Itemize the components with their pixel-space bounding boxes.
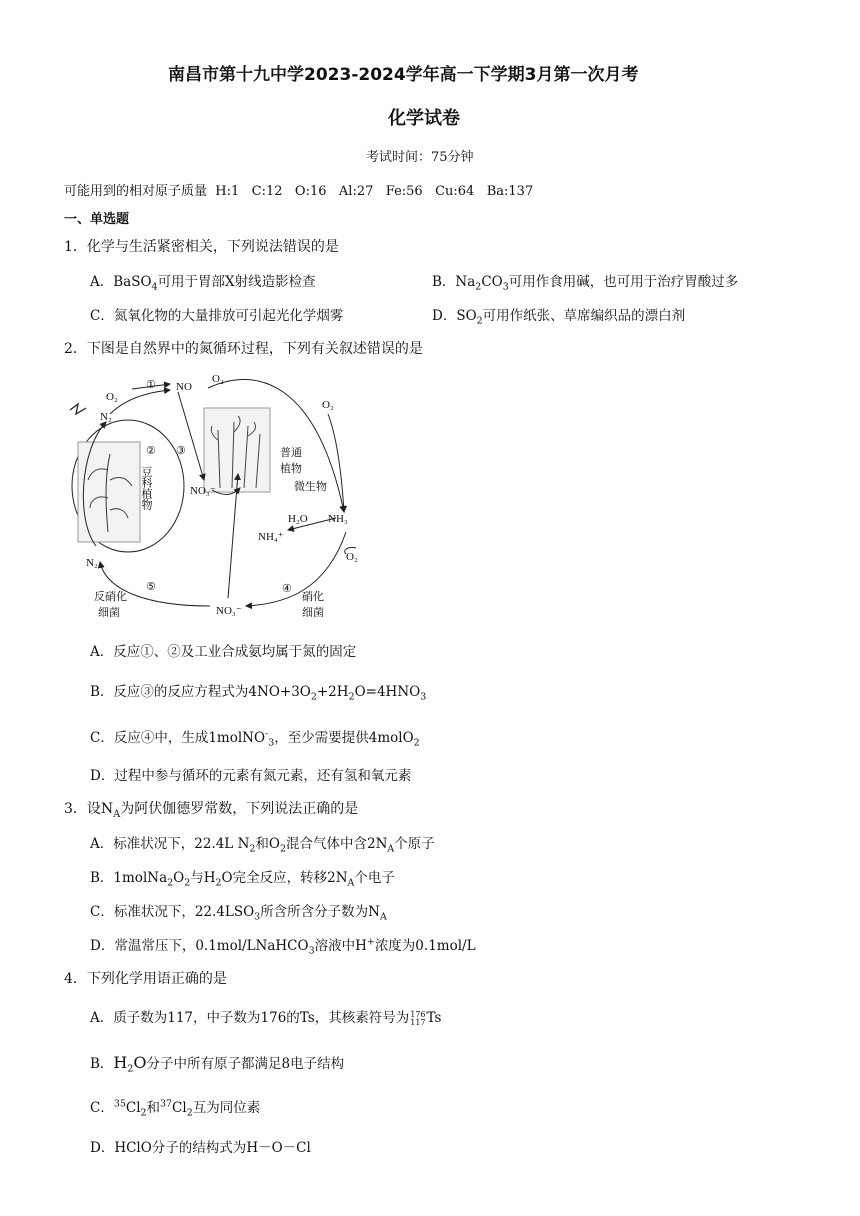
q3-stem: 3．设$N_A$为阿伏伽德罗常数，下列说法正确的是 xyxy=(64,801,359,820)
label-o2-4: O₂ xyxy=(346,551,358,563)
label-o2-3: O₂ xyxy=(322,399,334,411)
q4-option-b: B．$H_2O$分子中所有原子都满足8电子结构 xyxy=(90,1053,345,1075)
exam-title: 南昌市第十九中学2023-2024学年高一下学期3月第一次月考 xyxy=(168,65,639,85)
subject-title: 化学试卷 xyxy=(388,108,460,129)
q4-option-a: A．质子数为117，中子数为176的Ts，其核素符号为176 117Ts xyxy=(90,1009,442,1027)
label-nh3: NH₃ xyxy=(328,513,348,525)
label-denit-2: 细菌 xyxy=(98,607,120,619)
label-legume: 豆科植物 xyxy=(140,466,152,510)
label-circle-5: ⑤ xyxy=(146,581,156,593)
q1-option-b: B．$Na_2CO_3$可用作食用碱，也可用于治疗胃酸过多 xyxy=(432,274,739,293)
label-no3-a: NO₃⁻ xyxy=(190,485,216,497)
label-nitr-1: 硝化 xyxy=(302,591,324,603)
atomic-masses: 可能用到的相对原子质量 H:1 C:12 O:16 Al:27 Fe:56 Cu:64 Ba:137 xyxy=(64,184,534,199)
q1-option-a: A．BaSO$_4$可用于胃部X射线造影检查 xyxy=(90,274,316,293)
label-nitr-2: 细菌 xyxy=(302,607,324,619)
q3-option-c: C．标准状况下，$22.4LSO_3$所含所含分子数为$N_A$ xyxy=(90,904,387,923)
label-h2o: H₂O xyxy=(288,513,308,525)
label-circle-4: ④ xyxy=(282,583,292,595)
q2-option-d: D．过程中参与循环的元素有氮元素，还有氢和氧元素 xyxy=(90,768,412,784)
q2-option-a: A．反应①、②及工业合成氨均属于氮的固定 xyxy=(90,644,357,660)
section-title: 一、单选题 xyxy=(64,212,130,227)
q4-option-c: C．$^{35}Cl_2$和$^{37}Cl_2$互为同位素 xyxy=(90,1098,261,1119)
q1-option-c: C．氮氧化物的大量排放可引起光化学烟雾 xyxy=(90,308,344,324)
label-nh4: NH₄⁺ xyxy=(258,531,284,543)
q3-option-a: A．标准状况下，22.4L $N_2$和$O_2$混合气体中含$2N_A$个原子 xyxy=(90,836,435,855)
label-circle-3: ③ xyxy=(176,445,186,457)
q2-option-b: B．反应③的反应方程式为$4NO+3O_2+2H_2O=4HNO_3$ xyxy=(90,684,427,703)
label-denit-1: 反硝化 xyxy=(94,591,127,603)
q4-stem: 4．下列化学用语正确的是 xyxy=(64,971,227,987)
label-circle-1: ① xyxy=(146,379,156,391)
label-microbe: 微生物 xyxy=(294,481,327,493)
label-circle-2: ② xyxy=(146,445,156,457)
q1-option-d: D．$SO_2$可用作纸张、草席编织品的漂白剂 xyxy=(432,308,686,327)
q3-option-d: D．常温常压下，0.1mol/LNaHCO$_3$溶液中H+浓度为0.1mol/L xyxy=(90,936,476,957)
label-n2-top: N₂ xyxy=(100,411,112,423)
label-plant-1: 普通 xyxy=(280,447,302,459)
exam-time: 考试时间：75分钟 xyxy=(366,150,474,165)
q1-stem: 1．化学与生活紧密相关，下列说法错误的是 xyxy=(64,239,339,255)
q3-option-b: B．$1molNa_2O_2$与$H_2O$完全反应，转移$2N_A$个电子 xyxy=(90,870,395,889)
label-no3-b: NO₃⁻ xyxy=(216,605,242,617)
label-no: NO xyxy=(176,381,192,393)
label-plant-2: 植物 xyxy=(280,463,302,475)
label-o2-1: O₂ xyxy=(106,391,118,403)
label-o2-2: O₂ xyxy=(212,373,224,385)
q2-stem: 2．下图是自然界中的氮循环过程，下列有关叙述错误的是 xyxy=(64,341,423,357)
label-n2-bottom: N₂ xyxy=(86,557,98,569)
nitrogen-cycle-diagram xyxy=(66,370,376,626)
q2-option-c: C．反应④中，生成1molNO-$_3$，至少需要提供4molO$_2$ xyxy=(90,728,420,749)
q4-option-d: D．HClO分子的结构式为H－O－Cl xyxy=(90,1140,311,1156)
